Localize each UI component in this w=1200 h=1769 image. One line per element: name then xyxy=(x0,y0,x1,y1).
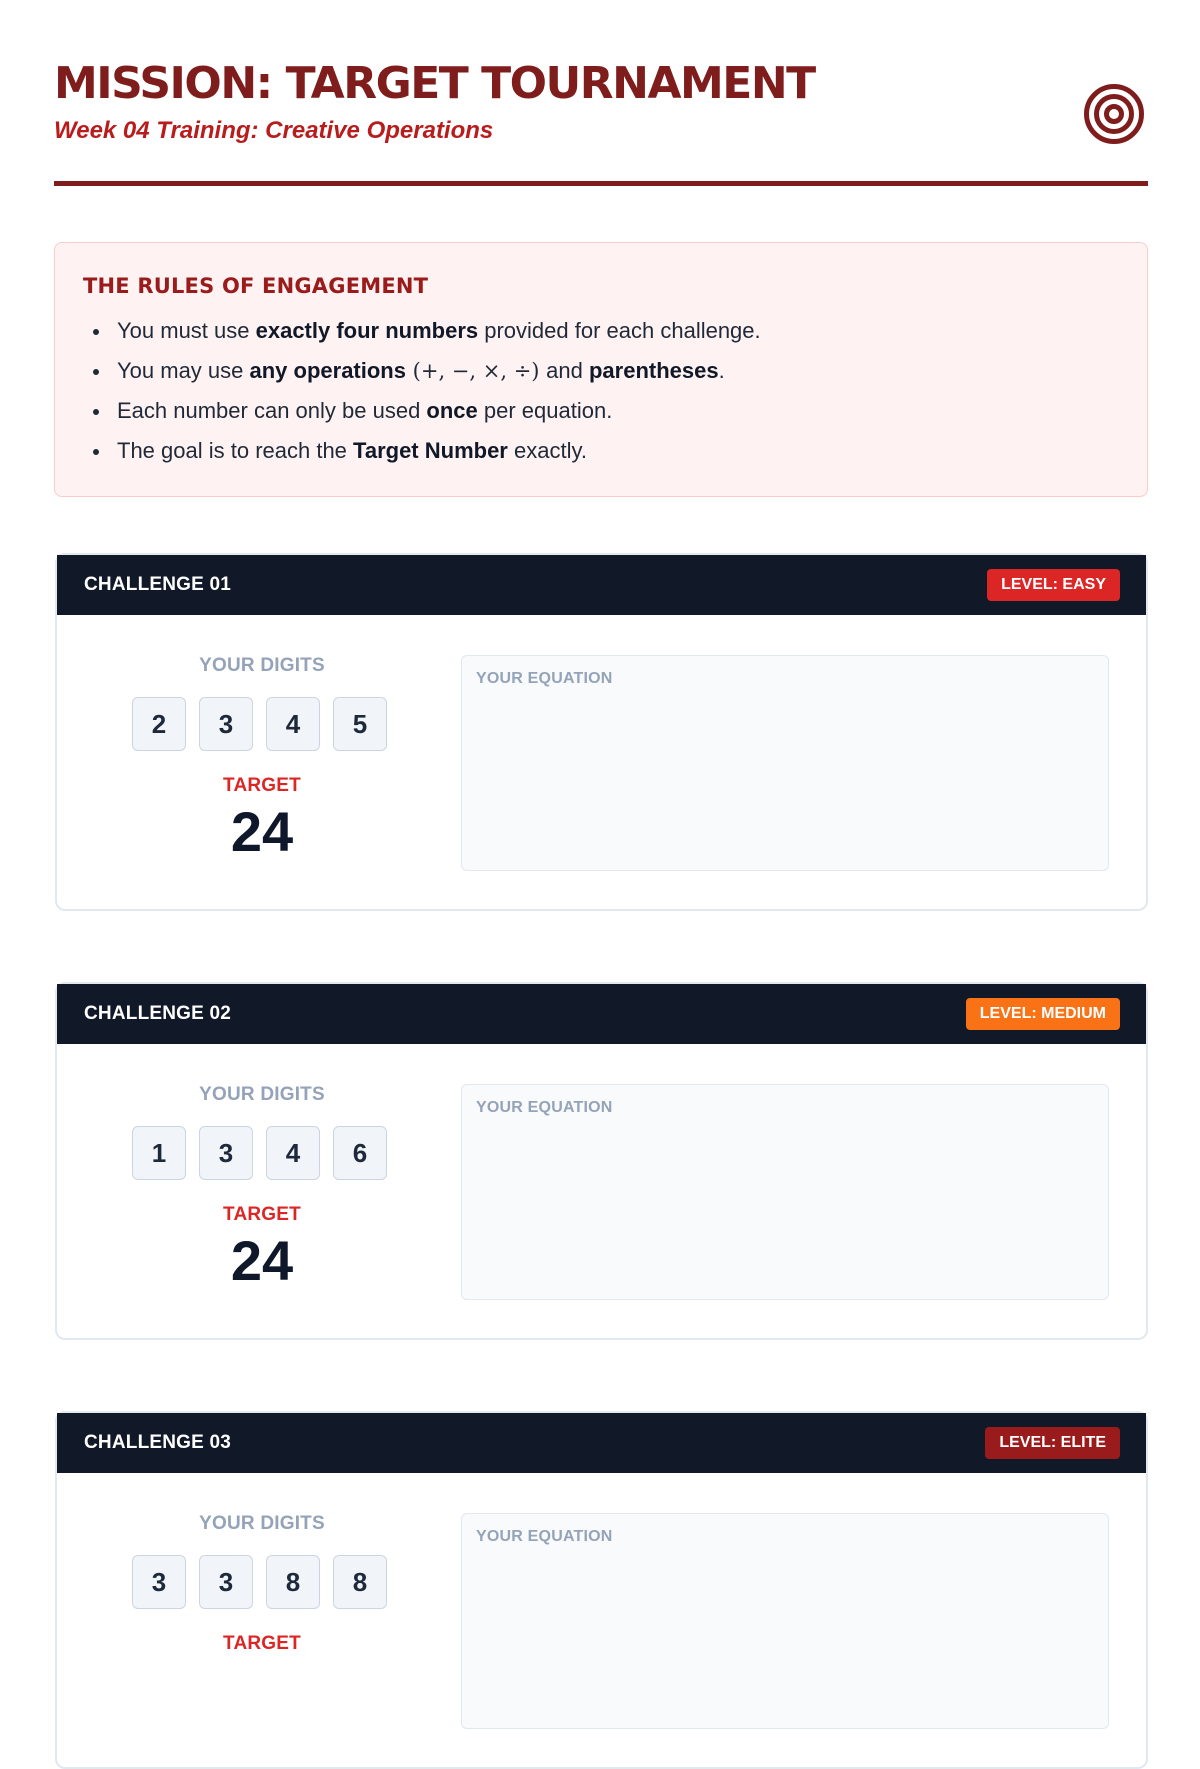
page-header xyxy=(54,56,1148,186)
digit-tile: 6 xyxy=(333,1126,387,1180)
target-number: 24 xyxy=(230,1229,294,1292)
rule-emphasis: any operations xyxy=(249,358,406,383)
equation-label: YOUR EQUATION xyxy=(476,1099,613,1116)
digits-label: YOUR DIGITS xyxy=(199,1513,325,1534)
target-label: TARGET xyxy=(223,1633,301,1654)
equation-box[interactable] xyxy=(461,655,1109,871)
target-icon xyxy=(1082,82,1146,146)
challenge-card xyxy=(55,982,1148,1340)
rule-item xyxy=(83,311,1119,351)
rule-emphasis: parentheses xyxy=(588,358,719,383)
rule-text: provided for each challenge. xyxy=(478,318,761,343)
rule-emphasis: Target Number xyxy=(353,438,508,463)
target-label: TARGET xyxy=(223,1204,301,1225)
rule-emphasis: exactly four numbers xyxy=(255,318,479,343)
operations-symbols: (+, −, ×, ÷) xyxy=(405,359,547,383)
digit-tiles xyxy=(132,1126,387,1180)
digit-tiles xyxy=(132,697,387,751)
level-badge: LEVEL: ELITE xyxy=(985,1427,1120,1459)
equation-box[interactable] xyxy=(461,1084,1109,1300)
challenge-title: CHALLENGE 02 xyxy=(84,1003,232,1024)
rule-text: and xyxy=(546,358,589,383)
challenge-card xyxy=(55,1411,1148,1769)
digits-label: YOUR DIGITS xyxy=(199,655,325,676)
rules-box xyxy=(54,242,1148,497)
rule-text: exactly. xyxy=(507,438,587,463)
digit-tile: 8 xyxy=(333,1555,387,1609)
digit-tiles xyxy=(132,1555,387,1609)
level-badge: LEVEL: EASY xyxy=(987,569,1120,601)
rule-text: . xyxy=(718,358,725,383)
equation-box[interactable] xyxy=(461,1513,1109,1729)
challenge-title: CHALLENGE 03 xyxy=(84,1432,232,1453)
target-number: 24 xyxy=(230,800,294,863)
page-title: MISSION: TARGET TOURNAMENT xyxy=(54,58,815,109)
equation-label: YOUR EQUATION xyxy=(476,1528,613,1545)
digit-tile: 1 xyxy=(132,1126,186,1180)
rule-item xyxy=(83,351,1119,391)
digits-label: YOUR DIGITS xyxy=(199,1084,325,1105)
challenge-header xyxy=(57,555,1146,615)
digit-tile: 3 xyxy=(199,1555,253,1609)
challenge-header xyxy=(57,1413,1146,1473)
rule-item xyxy=(83,431,1119,471)
digit-tile: 3 xyxy=(132,1555,186,1609)
rule-item xyxy=(83,391,1119,431)
rule-text: You must use xyxy=(117,318,256,343)
digit-tile: 4 xyxy=(266,1126,320,1180)
digit-tile: 8 xyxy=(266,1555,320,1609)
digit-tile: 2 xyxy=(132,697,186,751)
equation-label: YOUR EQUATION xyxy=(476,670,613,687)
challenge-body xyxy=(57,1473,1146,1769)
page-subtitle: Week 04 Training: Creative Operations xyxy=(54,117,494,144)
digit-tile: 5 xyxy=(333,697,387,751)
challenge-body xyxy=(57,615,1146,911)
rule-text: Each number can only be used xyxy=(117,398,427,423)
digit-tile: 4 xyxy=(266,697,320,751)
rule-emphasis: once xyxy=(426,398,478,423)
rules-title: THE RULES OF ENGAGEMENT xyxy=(83,274,429,298)
challenge-title: CHALLENGE 01 xyxy=(84,574,232,595)
rule-text: per equation. xyxy=(477,398,613,423)
target-label: TARGET xyxy=(223,775,301,796)
level-badge: LEVEL: MEDIUM xyxy=(966,998,1120,1030)
rules-list xyxy=(83,311,1119,471)
digit-tile: 3 xyxy=(199,1126,253,1180)
rule-text: You may use xyxy=(117,358,250,383)
challenge-card xyxy=(55,553,1148,911)
challenge-body xyxy=(57,1044,1146,1340)
rule-text: The goal is to reach the xyxy=(117,438,354,463)
digit-tile: 3 xyxy=(199,697,253,751)
challenge-header xyxy=(57,984,1146,1044)
